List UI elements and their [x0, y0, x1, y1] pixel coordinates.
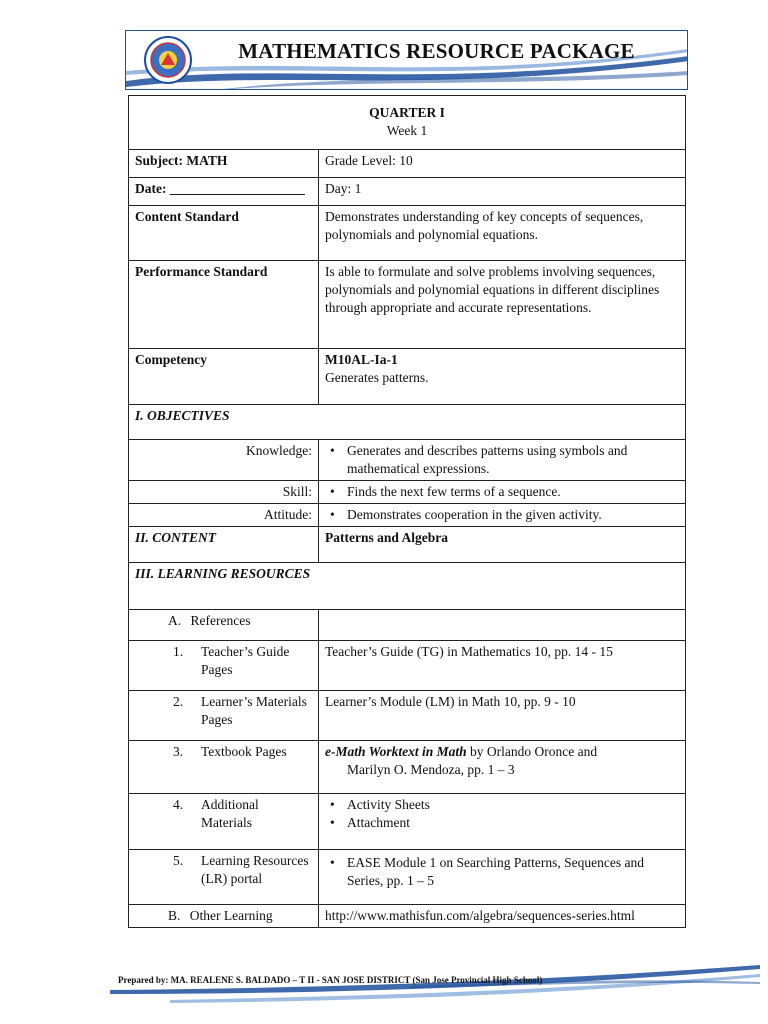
item-4-number: 4.	[173, 797, 184, 812]
item-5-label-cell	[129, 850, 319, 905]
knowledge-text: • Generates and describes patterns using symbols and mathematical expressions.	[325, 442, 679, 478]
references-row	[129, 610, 319, 641]
content-standard-label: Content Standard	[129, 206, 319, 261]
competency-label: Competency	[129, 349, 319, 405]
other-learning-row	[129, 905, 319, 928]
item-3-cell	[319, 741, 686, 794]
item-4-cell	[319, 794, 686, 850]
day-value: Day: 1	[319, 178, 686, 206]
references-label: References	[190, 613, 251, 628]
competency-cell	[319, 349, 686, 405]
item-1-number: 1.	[173, 644, 184, 659]
item-5-cell	[319, 850, 686, 905]
date-field: Date: ____________________	[129, 178, 319, 206]
item-2-label-cell	[129, 691, 319, 741]
item-3-book-title: e-Math Worktext in Math	[325, 744, 467, 759]
other-link[interactable]: http://www.mathisfun.com/algebra/sequences-series.html	[319, 905, 686, 928]
skill-label: Skill:	[129, 481, 319, 504]
skill-text: • Finds the next few terms of a sequence.	[325, 483, 679, 501]
attitude-cell	[319, 504, 686, 527]
item-3-authors: by Orlando Oronce and	[466, 744, 598, 759]
subject-label: Subject: MATH	[129, 150, 319, 178]
performance-standard-label: Performance Standard	[129, 261, 319, 349]
competency-text: Generates patterns.	[325, 370, 429, 385]
objectives-heading: I. OBJECTIVES	[129, 405, 686, 440]
lesson-plan-table	[128, 95, 686, 928]
references-letter: A.	[168, 613, 182, 628]
content-text: Patterns and Algebra	[319, 527, 686, 563]
item-3-number: 3.	[173, 744, 184, 759]
item-3-authors-line2: Marilyn O. Mendoza, pp. 1 – 3	[347, 762, 515, 777]
references-empty	[319, 610, 686, 641]
performance-standard-text: Is able to formulate and solve problems involving sequences, polynomials and polynomial equations in different disciplines through appropriate and accurate representations.	[319, 261, 686, 349]
prepared-by: Prepared by: MA. REALENE S. BALDADO – T II - SAN JOSE DISTRICT (San Jose Provincial High School)	[118, 975, 543, 985]
content-standard-text: Demonstrates understanding of key concepts of sequences, polynomials and polynomial equations.	[319, 206, 686, 261]
item-1-label: Teacher’s Guide Pages	[201, 644, 290, 677]
item-4-bullet-1: • Activity Sheets	[325, 796, 679, 814]
item-4-label-cell	[129, 794, 319, 850]
grade-level: Grade Level: 10	[319, 150, 686, 178]
quarter-cell	[129, 96, 686, 150]
attitude-text: • Demonstrates cooperation in the given activity.	[325, 506, 679, 524]
item-5-number: 5.	[173, 853, 184, 868]
item-5-text: • EASE Module 1 on Searching Patterns, Sequences and Series, pp. 1 – 5	[325, 854, 679, 890]
item-2-text: Learner’s Module (LM) in Math 10, pp. 9 - 10	[319, 691, 686, 741]
page-title: MATHEMATICS RESOURCE PACKAGE	[238, 39, 635, 63]
knowledge-cell	[319, 440, 686, 481]
other-label: Other Learning	[189, 908, 273, 923]
skill-cell	[319, 481, 686, 504]
item-2-label: Learner’s Materials Pages	[201, 694, 307, 727]
item-2-number: 2.	[173, 694, 184, 709]
item-3-label-cell	[129, 741, 319, 794]
quarter-title: QUARTER I	[369, 105, 445, 120]
header-banner	[125, 30, 688, 90]
item-3-label: Textbook Pages	[201, 744, 287, 759]
content-heading: II. CONTENT	[129, 527, 319, 563]
item-5-label: Learning Resources (LR) portal	[201, 853, 309, 886]
knowledge-label: Knowledge:	[129, 440, 319, 481]
item-4-bullet-2: • Attachment	[325, 814, 679, 832]
resources-heading: III. LEARNING RESOURCES	[129, 563, 686, 610]
item-4-label: Additional Materials	[201, 797, 259, 830]
week-label: Week 1	[386, 123, 428, 138]
attitude-label: Attitude:	[129, 504, 319, 527]
item-1-label-cell	[129, 641, 319, 691]
other-letter: B.	[168, 908, 181, 923]
competency-code: M10AL-Ia-1	[325, 352, 398, 367]
item-1-text: Teacher’s Guide (TG) in Mathematics 10, pp. 14 - 15	[319, 641, 686, 691]
